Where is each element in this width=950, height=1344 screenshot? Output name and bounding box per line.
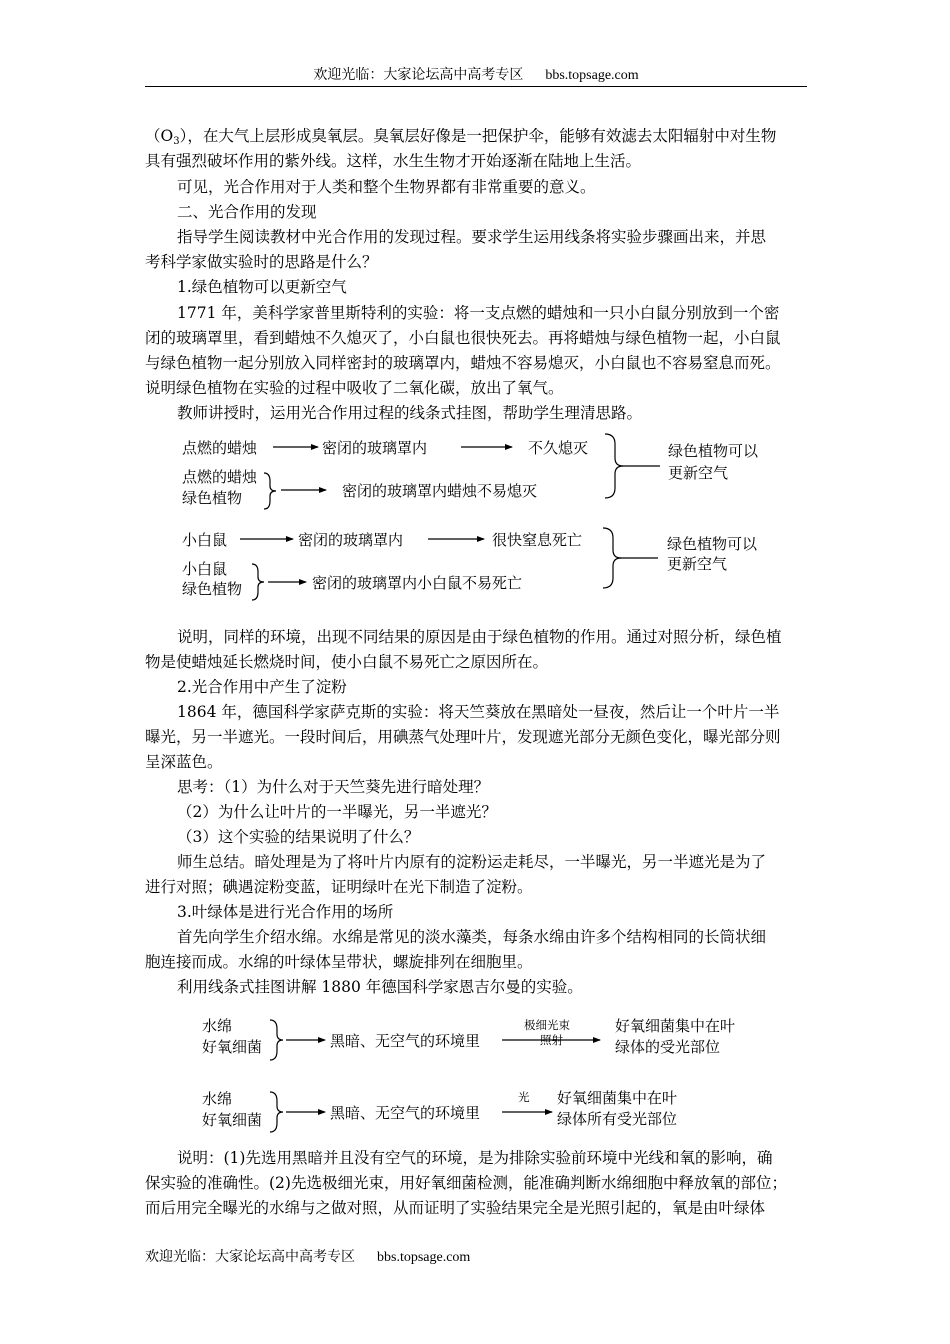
candle-label-a: 点燃的蜡烛 xyxy=(182,439,258,457)
plant-label-d: 绿色植物 xyxy=(182,580,243,598)
result-label-c: 很快窒息死亡 xyxy=(492,531,583,549)
mouse-label-b: 小白鼠 xyxy=(182,560,228,578)
section-heading-discovery: 二、光合作用的发现 xyxy=(177,203,317,221)
paragraph-significance: 可见，光合作用对于人类和整个生物界都有非常重要的意义。 xyxy=(177,178,596,196)
diagram-candle xyxy=(182,434,759,509)
result-b-line2: 绿体所有受光部位 xyxy=(557,1110,678,1128)
mouse-label-a: 小白鼠 xyxy=(182,531,228,549)
spirogyra-label-a2: 好氧细菌 xyxy=(202,1038,263,1056)
plant-label-b: 绿色植物 xyxy=(182,489,243,507)
conclusion2-line2: 更新空气 xyxy=(667,555,728,573)
brace-icon xyxy=(605,434,623,498)
paragraph-priestley-line2: 闭的玻璃罩里，看到蜡烛不久熄灭了，小白鼠也很快死去。再将蜡烛与绿色植物一起，小白鼠 xyxy=(145,329,781,347)
paragraph-priestley-line3: 与绿色植物一起分别放入同样密封的玻璃罩内，蜡烛不容易熄灭，小白鼠也不容易窒息而死。 xyxy=(145,354,781,372)
subheading-2: 2.光合作用中产生了淀粉 xyxy=(177,678,347,696)
paragraph-priestley-line1: 1771 年，美科学家普里斯特利的实验：将一支点燃的蜡烛和一只小白鼠分别放到一个密 xyxy=(177,304,780,322)
spirogyra-label-b1: 水绵 xyxy=(202,1090,233,1108)
result-a-line1: 好氧细菌集中在叶 xyxy=(615,1017,736,1035)
conclusion-line1: 绿色植物可以 xyxy=(668,442,759,460)
question-1: 思考：（1）为什么对于天竺葵先进行暗处理？ xyxy=(177,778,490,796)
diagram-mouse xyxy=(182,528,758,600)
footer-url[interactable]: bbs.topsage.com xyxy=(377,1250,471,1265)
diagram-spirogyra-a xyxy=(202,1017,735,1060)
conclusion-line2: 更新空气 xyxy=(668,464,729,482)
paragraph-final-line2: 保实验的准确性。(2)先选极细光束，用好氧细菌检测，能准确判断水绵细胞中释放氧的部位； xyxy=(145,1174,787,1192)
conclusion2-line1: 绿色植物可以 xyxy=(667,535,758,553)
light-label: 光 xyxy=(518,1090,530,1104)
paragraph-sachs-line3: 呈深蓝色。 xyxy=(145,753,223,771)
sealed-label-c: 密闭的玻璃罩内 xyxy=(298,531,404,549)
result-label-d: 密闭的玻璃罩内小白鼠不易死亡 xyxy=(312,574,523,592)
footer-welcome: 欢迎光临：大家论坛高中高考专区 xyxy=(145,1249,355,1265)
paragraph-spirogyra-line1: 首先向学生介绍水绵。水绵是常见的淡水藻类，每条水绵由许多个结构相同的长筒状细 xyxy=(177,928,767,946)
subheading-3: 3.叶绿体是进行光合作用的场所 xyxy=(177,903,394,921)
paragraph-final-line1: 说明：(1)先选用黑暗并且没有空气的环境，是为排除实验前环境中光线和氧的影响，确 xyxy=(177,1149,773,1167)
question-3: （3）这个实验的结果说明了什么？ xyxy=(177,828,420,846)
paragraph-sachs-line2: 曝光，另一半遮光。一段时间后，用碘蒸气处理叶片，发现遮光部分无颜色变化，曝光部分则 xyxy=(145,728,781,746)
env-label-b: 黑暗、无空气的环境里 xyxy=(330,1104,481,1122)
paragraph-guide-line1: 指导学生阅读教材中光合作用的发现过程。要求学生运用线条将实验步骤画出来，并思 xyxy=(177,228,767,246)
spirogyra-label-a1: 水绵 xyxy=(202,1017,233,1035)
brace-icon xyxy=(270,1092,283,1132)
beam-label-top: 极细光束 xyxy=(524,1018,570,1032)
paragraph-engelmann: 利用线条式挂图讲解 1880 年德国科学家恩吉尔曼的实验。 xyxy=(177,978,583,996)
header-url[interactable]: bbs.topsage.com xyxy=(545,68,639,83)
env-label-a: 黑暗、无空气的环境里 xyxy=(330,1032,481,1050)
paragraph-summary-line2: 进行对照；碘遇淀粉变蓝，证明绿叶在光下制造了淀粉。 xyxy=(145,878,533,896)
paragraph-priestley-line4: 说明绿色植物在实验的过程中吸收了二氧化碳，放出了氧气。 xyxy=(145,379,564,397)
result-a-line2: 绿体的受光部位 xyxy=(615,1038,721,1056)
question-2: （2）为什么让叶片的一半曝光，另一半遮光？ xyxy=(177,803,497,821)
brace-icon xyxy=(264,473,276,509)
diagram-spirogyra-b xyxy=(202,1089,677,1132)
header-welcome: 欢迎光临：大家论坛高中高考专区 xyxy=(313,67,524,83)
paragraph-explain-line1: 说明，同样的环境，出现不同结果的原因是由于绿色植物的作用。通过对照分析，绿色植 xyxy=(177,628,782,646)
paragraph-spirogyra-line2: 胞连接而成。水绵的叶绿体呈带状，螺旋排列在细胞里。 xyxy=(145,953,533,971)
paragraph-ozone-line2: 具有强烈破坏作用的紫外线。这样，水生生物才开始逐渐在陆地上生活。 xyxy=(145,152,642,170)
sealed-label-a: 密闭的玻璃罩内 xyxy=(322,439,428,457)
paragraph-explain-line2: 物是使蜡烛延长燃烧时间，使小白鼠不易死亡之原因所在。 xyxy=(145,653,549,671)
result-label-b: 密闭的玻璃罩内蜡烛不易熄灭 xyxy=(342,482,538,500)
paragraph-ozone-line1: （O3），在大气上层形成臭氧层。臭氧层好像是一把保护伞，能够有效滤去太阳辐射中对生物 xyxy=(145,127,777,147)
brace-icon xyxy=(270,1020,283,1060)
subheading-1: 1.绿色植物可以更新空气 xyxy=(177,278,347,296)
brace-icon xyxy=(603,528,621,588)
result-b-line1: 好氧细菌集中在叶 xyxy=(557,1089,678,1107)
paragraph-teacher: 教师讲授时，运用光合作用过程的线条式挂图，帮助学生理清思路。 xyxy=(177,404,643,422)
paragraph-sachs-line1: 1864 年，德国科学家萨克斯的实验：将天竺葵放在黑暗处一昼夜，然后让一个叶片一半 xyxy=(177,703,780,721)
spirogyra-label-b2: 好氧细菌 xyxy=(202,1111,263,1129)
beam-label-bottom: 照射 xyxy=(540,1033,563,1047)
paragraph-guide-line2: 考科学家做实验时的思路是什么？ xyxy=(145,253,378,271)
page-footer xyxy=(145,1248,470,1267)
result-label-a: 不久熄灭 xyxy=(528,439,589,457)
paragraph-final-line3: 而后用完全曝光的水绵与之做对照，从而证明了实验结果完全是光照引起的，氧是由叶绿体 xyxy=(145,1199,766,1217)
paragraph-summary-line1: 师生总结。暗处理是为了将叶片内原有的淀粉运走耗尽，一半曝光，另一半遮光是为了 xyxy=(177,853,767,871)
candle-label-b: 点燃的蜡烛 xyxy=(182,468,258,486)
brace-icon xyxy=(252,564,264,600)
